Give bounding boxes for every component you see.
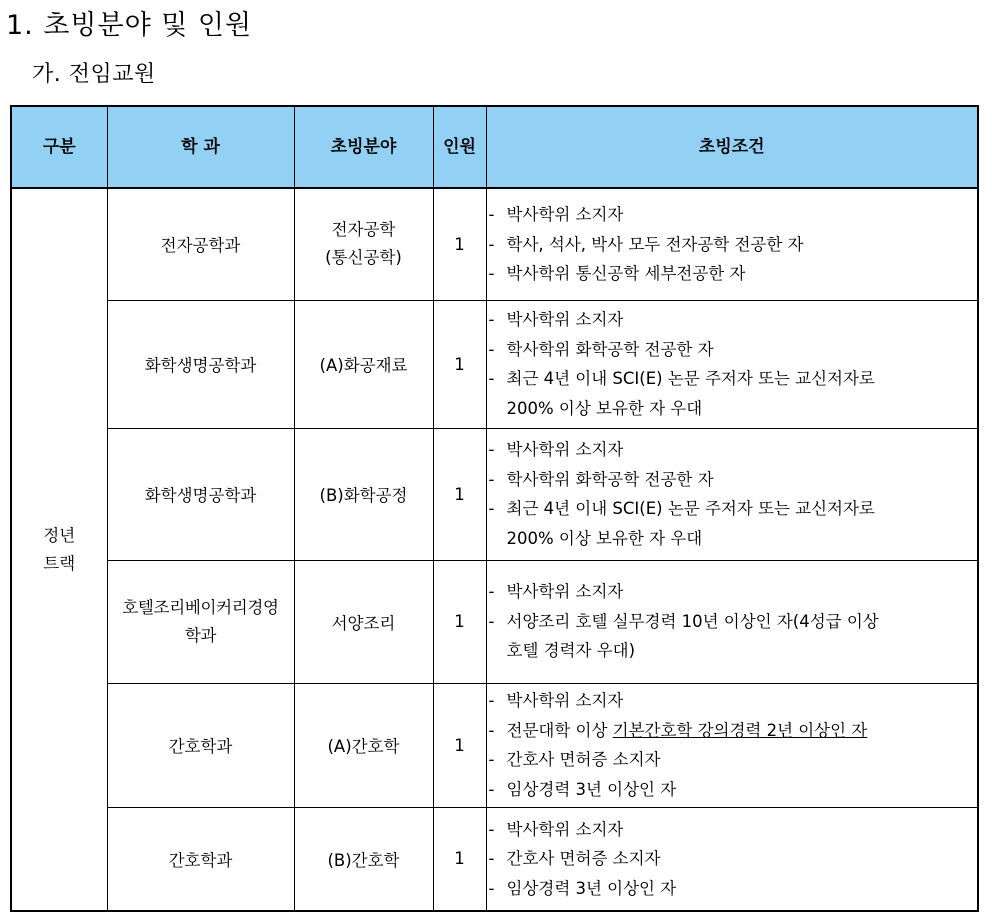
table-row bbox=[11, 560, 978, 683]
count-cell: 1 bbox=[433, 188, 486, 300]
condition-item: - 박사학위 소지자 bbox=[488, 691, 624, 710]
table-row bbox=[11, 300, 978, 428]
conditions-cell bbox=[486, 683, 978, 807]
condition-item: - 서양조리 호텔 실무경력 10년 이상인 자(4성급 이상 bbox=[488, 611, 879, 631]
conditions-cell bbox=[486, 428, 978, 560]
section-heading: 1. 초빙분야 및 인원 bbox=[6, 10, 253, 41]
header-department: 학 과 bbox=[107, 106, 294, 188]
condition-item: - 간호사 면허증 소지자 bbox=[488, 750, 661, 769]
category-line: 정년 bbox=[43, 525, 76, 545]
department-cell: 간호학과 bbox=[107, 683, 294, 807]
condition-item: - 학사, 석사, 박사 모두 전자공학 전공한 자 bbox=[488, 234, 804, 254]
field-cell: 서양조리 bbox=[294, 560, 433, 683]
count-cell: 1 bbox=[433, 560, 486, 683]
underlined-condition: 기본간호학 강의경력 2년 이상인 자 bbox=[612, 720, 868, 740]
table-row bbox=[11, 807, 978, 911]
header-conditions: 초빙조건 bbox=[486, 106, 978, 188]
category-cell bbox=[11, 188, 107, 911]
field-line: (통신공학) bbox=[325, 248, 402, 268]
field-line: 전자공학 bbox=[331, 220, 396, 240]
condition-continuation: 200% 이상 보유한 자 우대 bbox=[506, 398, 703, 418]
field-cell: (B)화학공정 bbox=[294, 428, 433, 560]
condition-item: - 박사학위 소지자 bbox=[488, 205, 624, 224]
table-header-row bbox=[11, 106, 978, 188]
condition-item: - 전문대학 이상 기본간호학 강의경력 2년 이상인 자 bbox=[488, 720, 868, 740]
condition-item: - 박사학위 소지자 bbox=[488, 310, 624, 329]
department-cell: 화학생명공학과 bbox=[107, 300, 294, 428]
condition-item: - 최근 4년 이내 SCI(E) 논문 주저자 또는 교신저자로 bbox=[488, 369, 875, 388]
condition-item: - 박사학위 소지자 bbox=[488, 582, 624, 602]
header-field: 초빙분야 bbox=[294, 106, 433, 188]
condition-item: - 박사학위 소지자 bbox=[488, 819, 624, 839]
condition-item: - 간호사 면허증 소지자 bbox=[488, 849, 661, 868]
table-row bbox=[11, 428, 978, 560]
department-cell: 화학생명공학과 bbox=[107, 428, 294, 560]
count-cell: 1 bbox=[433, 428, 486, 560]
department-cell: 간호학과 bbox=[107, 807, 294, 911]
category-line: 트랙 bbox=[43, 553, 76, 573]
condition-item: - 학사학위 화학공학 전공한 자 bbox=[488, 339, 714, 359]
condition-item: - 임상경력 3년 이상인 자 bbox=[488, 878, 677, 898]
condition-continuation: 호텔 경력자 우대) bbox=[506, 641, 635, 661]
condition-item: - 최근 4년 이내 SCI(E) 논문 주저자 또는 교신저자로 bbox=[488, 499, 875, 518]
department-cell: 전자공학과 bbox=[107, 188, 294, 300]
count-cell: 1 bbox=[433, 300, 486, 428]
field-cell bbox=[294, 188, 433, 300]
count-cell: 1 bbox=[433, 683, 486, 807]
condition-item: - 학사학위 화학공학 전공한 자 bbox=[488, 469, 714, 489]
department-line: 호텔조리베이커리경영 bbox=[122, 597, 279, 617]
header-count: 인원 bbox=[433, 106, 486, 188]
condition-item: - 임상경력 3년 이상인 자 bbox=[488, 779, 677, 799]
field-cell: (A)화공재료 bbox=[294, 300, 433, 428]
field-cell: (A)간호학 bbox=[294, 683, 433, 807]
table-row bbox=[11, 683, 978, 807]
field-cell: (B)간호학 bbox=[294, 807, 433, 911]
conditions-cell bbox=[486, 188, 978, 300]
condition-continuation: 200% 이상 보유한 자 우대 bbox=[506, 528, 703, 548]
table-row bbox=[11, 188, 978, 300]
conditions-cell bbox=[486, 807, 978, 911]
conditions-cell bbox=[486, 300, 978, 428]
count-cell: 1 bbox=[433, 807, 486, 911]
subsection-heading: 가. 전임교원 bbox=[32, 62, 156, 87]
condition-item: - 박사학위 소지자 bbox=[488, 440, 624, 459]
department-cell bbox=[107, 560, 294, 683]
condition-item: - 박사학위 통신공학 세부전공한 자 bbox=[488, 264, 746, 283]
header-category: 구분 bbox=[11, 106, 107, 188]
department-line: 학과 bbox=[184, 625, 217, 645]
conditions-cell bbox=[486, 560, 978, 683]
recruitment-table bbox=[10, 105, 979, 912]
